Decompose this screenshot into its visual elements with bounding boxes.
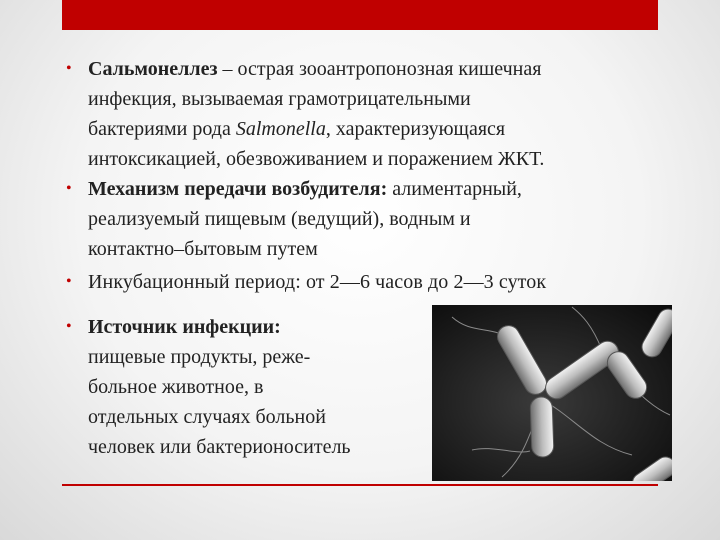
source-line-3: больное животное, в: [88, 376, 264, 398]
bullet-transmission: [66, 174, 688, 264]
definition-line-3-post: , характеризующаяся: [325, 118, 506, 140]
bullet-marker-icon: •: [66, 60, 72, 77]
bullet-marker-icon: •: [66, 318, 72, 335]
source-line-5: человек или бактерионоситель: [88, 436, 351, 458]
transmission-line-3: контактно–бытовым путем: [88, 238, 318, 260]
genus-name: Salmonella: [235, 118, 326, 140]
bullet-source: [66, 312, 428, 462]
transmission-line-1: алиментарный,: [387, 178, 522, 200]
term-salmonellosis: Сальмонеллез: [88, 58, 218, 80]
transmission-line-2: реализуемый пищевым (ведущий), водным и: [88, 208, 471, 230]
term-source: Источник инфекции:: [88, 316, 281, 338]
definition-line-3-pre: бактериями рода: [88, 118, 236, 140]
source-line-4: отдельных случаях больной: [88, 406, 326, 428]
definition-line-1: – острая зооантропонозная кишечная: [217, 58, 542, 80]
bacterium-rod: [530, 397, 554, 458]
bacteria-micrograph-icon: [432, 305, 672, 481]
bullet-marker-icon: •: [66, 273, 72, 290]
bullet-marker-icon: •: [66, 180, 72, 197]
term-transmission: Механизм передачи возбудителя:: [88, 178, 388, 200]
definition-line-2: инфекция, вызываемая грамотрицательными: [88, 88, 471, 110]
footer-divider: [62, 484, 658, 486]
bullet-definition: [66, 54, 688, 174]
source-line-2: пищевые продукты, реже-: [88, 346, 311, 368]
header-bar: [62, 0, 658, 30]
definition-line-4: интоксикацией, обезвоживанием и поражением ЖКТ.: [88, 148, 545, 170]
bullet-incubation: [66, 267, 688, 297]
incubation-text: Инкубационный период: от 2—6 часов до 2—3 суток: [88, 271, 547, 293]
